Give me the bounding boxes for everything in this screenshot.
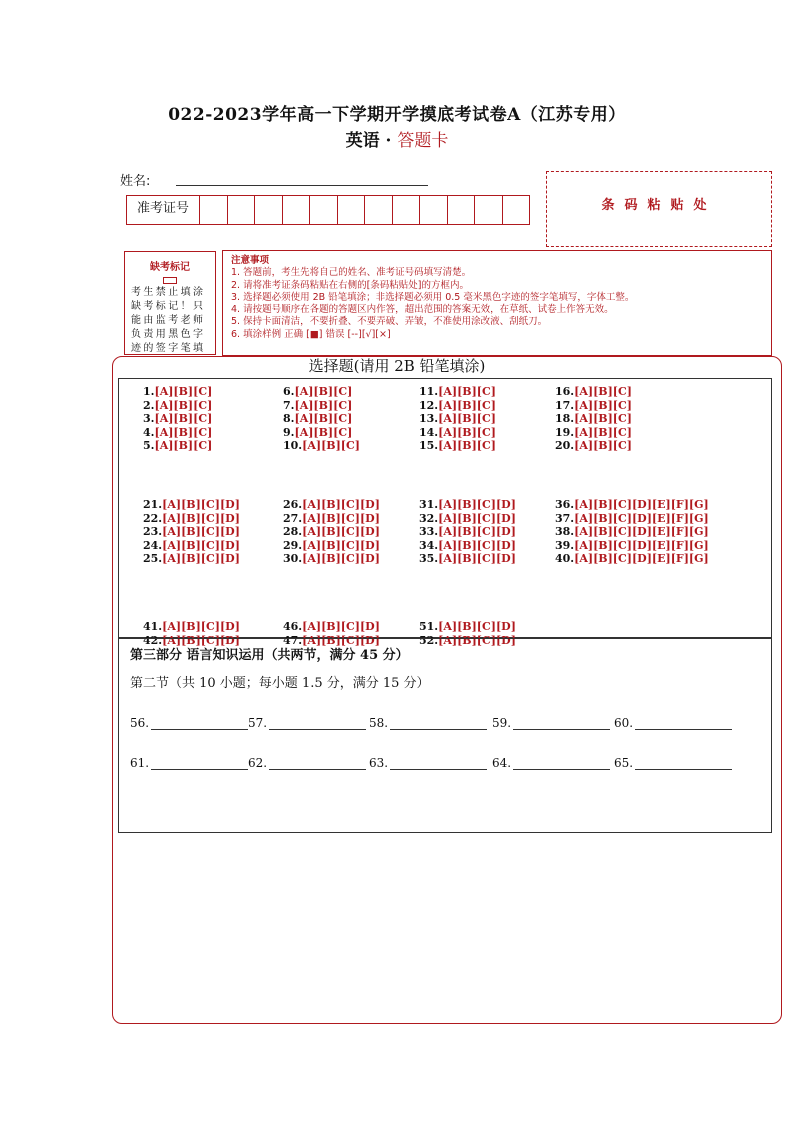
answer-options[interactable]: [A][B][C][D][E][F][G] (574, 511, 709, 525)
question-number: 11. (419, 385, 439, 398)
question-row[interactable] (283, 620, 380, 634)
question-number: 46. (283, 620, 303, 633)
absence-mark-checkbox[interactable] (163, 277, 177, 284)
answer-options[interactable]: [A][B][C] (438, 425, 496, 439)
answer-options[interactable]: [A][B][C][D] (302, 525, 380, 539)
answer-options[interactable]: [A][B][C][D][E][F][G] (574, 525, 709, 539)
question-row[interactable] (419, 620, 516, 634)
blank-number: 60. (614, 716, 634, 730)
absence-mark-text: 考生禁止填涂缺考标记！只能由监考老师负责用黑色字迹的签字笔填 (131, 287, 206, 354)
answer-options[interactable]: [A][B][C][D] (438, 498, 516, 511)
page-title: 022-2023学年高一下学期开学摸底考试卷A（江苏专用） (168, 105, 626, 125)
answer-options[interactable]: [A][B][C][D][E][F][G] (574, 538, 709, 552)
question-row[interactable] (555, 385, 632, 399)
question-number: 1. (143, 385, 155, 398)
question-row[interactable] (143, 620, 240, 634)
notice-item: 5. 保持卡面清洁，不要折叠、不要弄破、弄皱，不准使用涂改液、刮纸刀。 (231, 316, 548, 328)
answer-options[interactable]: [A][B][C][D] (302, 552, 380, 566)
question-row[interactable] (419, 412, 496, 426)
question-number: 25. (143, 552, 163, 566)
question-row[interactable] (143, 439, 212, 453)
question-number: 19. (555, 425, 575, 439)
question-number: 24. (143, 538, 163, 552)
question-number: 39. (555, 538, 575, 552)
question-number: 29. (283, 538, 303, 552)
answer-options[interactable]: [A][B][C][D] (438, 525, 516, 539)
exam-number-cell[interactable] (255, 196, 283, 224)
blank-number: 63. (369, 756, 389, 770)
answer-options[interactable]: [A][B][C] (574, 439, 632, 453)
question-number: 14. (419, 425, 439, 439)
question-row[interactable] (419, 539, 516, 553)
answer-options[interactable]: [A][B][C] (574, 425, 632, 439)
question-row[interactable] (419, 439, 496, 453)
notice-title: 注意事项 (231, 255, 270, 266)
question-row[interactable] (283, 385, 352, 399)
question-number: 52. (419, 633, 439, 647)
page-subtitle (0, 126, 794, 151)
question-row[interactable] (555, 439, 632, 453)
exam-number-cell[interactable] (338, 196, 366, 224)
answer-options[interactable]: [A][B][C] (574, 385, 632, 398)
question-number: 31. (419, 498, 439, 511)
question-number: 3. (143, 412, 155, 426)
question-number: 35. (419, 552, 439, 566)
exam-number-cell[interactable] (228, 196, 256, 224)
question-row[interactable] (555, 412, 632, 426)
question-number: 32. (419, 511, 439, 525)
answer-options[interactable]: [A][B][C] (154, 398, 213, 412)
question-number: 2. (143, 398, 155, 412)
subtitle-prefix: 英语 · (345, 131, 398, 151)
fill-blank[interactable] (248, 756, 366, 770)
notice-item: 4. 请按题号顺序在各题的答题区内作答，超出范围的答案无效，在草纸、试卷上作答无效。 (231, 304, 614, 316)
answer-options[interactable]: [A][B][C] (294, 385, 353, 398)
absence-mark-box (124, 251, 216, 355)
fill-blank[interactable] (369, 756, 487, 770)
blank-line[interactable] (513, 757, 610, 770)
question-number: 40. (555, 552, 575, 566)
blank-line[interactable] (151, 757, 248, 770)
answer-options[interactable]: [A][B][C] (154, 412, 213, 426)
barcode-area: 条码粘贴处 (546, 171, 772, 247)
question-row[interactable] (555, 512, 709, 526)
answer-options[interactable]: [A][B][C][D] (162, 498, 240, 511)
exam-number-cell[interactable] (475, 196, 503, 224)
answer-options[interactable]: [A][B][C][D] (162, 538, 240, 552)
part3-heading: 第三部分 语言知识运用（共两节，满分 45 分） (130, 648, 409, 663)
exam-number-cell[interactable] (448, 196, 476, 224)
exam-number-cell[interactable] (420, 196, 448, 224)
exam-number-cell[interactable] (200, 196, 228, 224)
answer-options[interactable]: [A][B][C] (574, 412, 632, 426)
answer-options[interactable]: [A][B][C][D] (438, 511, 516, 525)
answer-options[interactable]: [A][B][C] (438, 385, 496, 398)
question-number: 36. (555, 498, 575, 511)
answer-options[interactable]: [A][B][C] (438, 398, 496, 412)
question-row[interactable] (143, 412, 212, 426)
fill-blank[interactable] (492, 756, 610, 770)
question-row[interactable] (419, 385, 496, 399)
question-number: 23. (143, 525, 163, 539)
question-number: 42. (143, 633, 163, 647)
question-row[interactable] (283, 426, 352, 440)
blank-number: 61. (130, 756, 150, 770)
name-field[interactable] (176, 185, 428, 186)
question-number: 22. (143, 511, 163, 525)
answer-options[interactable]: [A][B][C][D] (302, 633, 380, 647)
exam-number-grid (126, 195, 530, 225)
blank-line[interactable] (635, 717, 732, 730)
answer-options[interactable]: [A][B][C][D] (162, 511, 240, 525)
name-label: 姓名: (120, 174, 151, 189)
question-number: 7. (283, 398, 295, 412)
question-number: 47. (283, 633, 303, 647)
blank-line[interactable] (513, 717, 610, 730)
fill-blank[interactable] (130, 716, 248, 730)
answer-options[interactable]: [A][B][C][D] (162, 525, 240, 539)
answer-options[interactable]: [A][B][C][D] (162, 633, 240, 647)
question-row[interactable] (283, 399, 352, 413)
question-row[interactable] (143, 512, 240, 526)
answer-options[interactable]: [A][B][C][D] (302, 498, 380, 511)
part3-subheading: 第二节（共 10 小题；每小题 1.5 分，满分 15 分） (130, 676, 430, 691)
question-row[interactable] (283, 412, 352, 426)
question-number: 34. (419, 538, 439, 552)
answer-options[interactable]: [A][B][C][D] (302, 511, 380, 525)
question-number: 15. (419, 439, 439, 453)
answer-options[interactable]: [A][B][C][D] (302, 538, 380, 552)
exam-number-label: 准考证号 (127, 196, 200, 224)
question-number: 16. (555, 385, 575, 398)
question-number: 37. (555, 511, 575, 525)
question-row[interactable] (283, 552, 380, 566)
answer-options[interactable]: [A][B][C][D] (162, 620, 240, 633)
question-row[interactable] (555, 426, 632, 440)
answer-options[interactable]: [A][B][C] (294, 398, 353, 412)
blank-number: 58. (369, 716, 389, 730)
blank-line[interactable] (635, 757, 732, 770)
fill-blank[interactable] (614, 756, 732, 770)
answer-options[interactable]: [A][B][C][D] (162, 552, 240, 566)
choice-section (118, 378, 772, 647)
question-number: 10. (283, 439, 303, 453)
question-row[interactable] (419, 426, 496, 440)
question-number: 17. (555, 398, 575, 412)
question-number: 20. (555, 439, 575, 453)
blank-number: 62. (248, 756, 268, 770)
question-number: 28. (283, 525, 303, 539)
question-row[interactable] (143, 552, 240, 566)
answer-options[interactable]: [A][B][C] (294, 412, 353, 426)
question-row[interactable] (555, 525, 709, 539)
question-row[interactable] (283, 439, 360, 453)
fill-blank[interactable] (614, 716, 732, 730)
blank-line[interactable] (269, 757, 366, 770)
question-row[interactable] (143, 385, 212, 399)
blank-line[interactable] (390, 717, 487, 730)
blank-number: 64. (492, 756, 512, 770)
exam-number-cell[interactable] (503, 196, 530, 224)
exam-number-cell[interactable] (310, 196, 338, 224)
question-row[interactable] (283, 539, 380, 553)
question-row[interactable] (143, 525, 240, 539)
notice-item: 3. 选择题必须使用 2B 铅笔填涂；非选择题必须用 0.5 毫米黑色字迹的签字笔填写，字体工整。 (231, 291, 635, 303)
question-number: 8. (283, 412, 295, 426)
answer-options[interactable]: [A][B][C] (154, 385, 213, 398)
absence-mark-title: 缺考标记 (150, 262, 190, 273)
answer-options[interactable]: [A][B][C][D] (438, 552, 516, 566)
answer-options[interactable]: [A][B][C][D] (438, 620, 516, 633)
blank-number: 59. (492, 716, 512, 730)
answer-options[interactable]: [A][B][C] (154, 425, 213, 439)
blank-line[interactable] (269, 717, 366, 730)
question-row[interactable] (555, 399, 632, 413)
question-number: 26. (283, 498, 303, 511)
question-row[interactable] (419, 525, 516, 539)
answer-options[interactable]: [A][B][C][D] (302, 620, 380, 633)
answer-options[interactable]: [A][B][C] (438, 412, 496, 426)
subtitle-suffix: 答题卡 (397, 131, 449, 151)
question-number: 18. (555, 412, 575, 426)
question-row[interactable] (143, 498, 240, 512)
answer-options[interactable]: [A][B][C] (574, 398, 632, 412)
question-number: 6. (283, 385, 295, 398)
exam-number-cell[interactable] (365, 196, 393, 224)
question-number: 5. (143, 439, 155, 453)
question-number: 12. (419, 398, 439, 412)
question-number: 27. (283, 511, 303, 525)
answer-options[interactable]: [A][B][C][D] (438, 538, 516, 552)
question-number: 41. (143, 620, 163, 633)
notice-box (222, 250, 772, 356)
part3-section (118, 638, 772, 833)
question-number: 30. (283, 552, 303, 566)
answer-options[interactable]: [A][B][C] (154, 439, 213, 453)
question-row[interactable] (143, 539, 240, 553)
exam-number-cell[interactable] (283, 196, 311, 224)
notice-item: 2. 请将准考证条码粘贴在右侧的[条码粘贴处]的方框内。 (231, 279, 469, 291)
answer-options[interactable]: [A][B][C][D][E][F][G] (574, 552, 709, 566)
question-number: 13. (419, 412, 439, 426)
question-number: 21. (143, 498, 163, 511)
blank-number: 57. (248, 716, 268, 730)
question-number: 9. (283, 425, 295, 439)
question-row[interactable] (555, 539, 709, 553)
blank-number: 65. (614, 756, 634, 770)
blank-number: 56. (130, 716, 150, 730)
question-row[interactable] (143, 399, 212, 413)
question-row[interactable] (419, 512, 516, 526)
question-row[interactable] (419, 498, 516, 512)
question-row[interactable] (283, 525, 380, 539)
question-row[interactable] (555, 552, 709, 566)
question-number: 4. (143, 425, 155, 439)
choice-section-title: 选择题(请用 2B 铅笔填涂) (308, 357, 486, 375)
blank-line[interactable] (390, 757, 487, 770)
question-number: 38. (555, 525, 575, 539)
question-number: 33. (419, 525, 439, 539)
question-row[interactable] (419, 552, 516, 566)
question-row[interactable] (555, 498, 709, 512)
fill-blank[interactable] (248, 716, 366, 730)
question-number: 51. (419, 620, 439, 633)
notice-item: 1. 答题前，考生先将自己的姓名、准考证号码填写清楚。 (231, 267, 472, 279)
question-row[interactable] (419, 399, 496, 413)
question-row[interactable] (283, 498, 380, 512)
notice-item: 6. 填涂样例 正确 [■] 错误 [--][√][×] (231, 328, 391, 340)
exam-number-cell[interactable] (393, 196, 421, 224)
question-row[interactable] (283, 512, 380, 526)
answer-options[interactable]: [A][B][C] (294, 425, 353, 439)
answer-options[interactable]: [A][B][C][D] (438, 633, 516, 647)
fill-blank[interactable] (492, 716, 610, 730)
answer-options[interactable]: [A][B][C] (438, 439, 496, 453)
fill-blank[interactable] (130, 756, 248, 770)
answer-options[interactable]: [A][B][C] (302, 439, 360, 453)
question-row[interactable] (143, 426, 212, 440)
answer-options[interactable]: [A][B][C][D][E][F][G] (574, 498, 709, 511)
fill-blank[interactable] (369, 716, 487, 730)
blank-line[interactable] (151, 717, 248, 730)
